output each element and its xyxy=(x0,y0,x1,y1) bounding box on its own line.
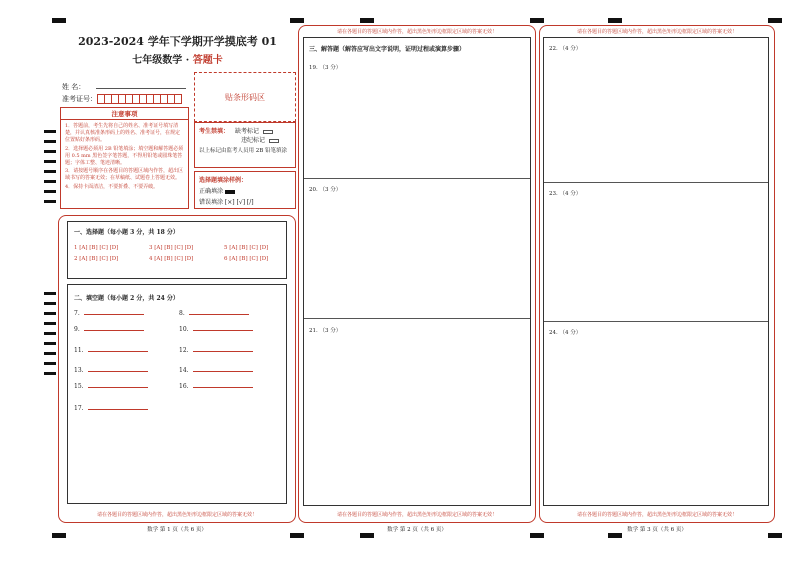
question-22-label: 22. （4 分） xyxy=(549,46,582,52)
fill-blank-13[interactable]: 13. xyxy=(74,367,148,374)
warning-page2-bottom: 请在各题目的答题区域内作答，超出黑色矩形边框限定区域的答案无效！ xyxy=(336,512,497,518)
fill-section xyxy=(67,284,287,504)
position-mark xyxy=(360,533,374,538)
position-mark xyxy=(768,18,782,23)
exam-id-field[interactable]: 准考证号： xyxy=(62,94,181,104)
exam-title: 2023-2024 学年下学期开学摸底考 01 xyxy=(78,35,277,48)
position-mark xyxy=(360,18,374,23)
fill-blank-16[interactable]: 16. xyxy=(179,383,253,390)
absent-mark-box[interactable] xyxy=(263,130,273,134)
position-mark xyxy=(290,533,304,538)
page-footer-3: 数学 第 3 页（共 6 页） xyxy=(627,527,687,533)
section2-title: 二、填空题（每小题 2 分，共 24 分） xyxy=(74,295,179,302)
notice-item: 3．请按题号顺序在各题目的答题区域内作答，超出区域书写的答案无效；在草稿纸、试题卷上答题无效。 xyxy=(65,168,184,182)
position-mark xyxy=(52,18,66,23)
page-footer-1: 数学 第 1 页（共 6 页） xyxy=(147,527,207,533)
question-20-label: 20. （3 分） xyxy=(309,187,342,193)
fill-blank-9[interactable]: 9. xyxy=(74,326,144,333)
choice-q6[interactable]: 6 [A] [B] [C] [D] xyxy=(224,256,269,262)
fill-example-box: 选择题填涂样例： 正确填涂 错误填涂 [×] [√] [/] xyxy=(194,171,296,209)
notice-item: 1．答题前，考生先将自己的姓名、准考证号填写清楚，并认真核准条形码上的姓名、准考证号，在规定位置贴好条形码。 xyxy=(65,123,181,144)
position-mark xyxy=(530,533,544,538)
fill-blank-15[interactable]: 15. xyxy=(74,383,148,390)
notice-item: 2．选择题必须用 2B 铅笔填涂；填空题和解答题必须用 0.5 mm 黑色签字笔答题，不得用铅笔或圆珠笔答题；字体工整、笔迹清晰。 xyxy=(65,145,184,167)
section1-title: 一、选择题（每小题 3 分，共 18 分） xyxy=(74,229,179,236)
warning-page3-bottom: 请在各题目的答题区域内作答，超出黑色矩形边框限定区域的答案无效！ xyxy=(576,512,737,518)
warning-page3-top: 请在各题目的答题区域内作答，超出黑色矩形边框限定区域的答案无效！ xyxy=(576,29,737,35)
question-21-label: 21. （3 分） xyxy=(309,328,342,334)
notice-item: 4．保持卡面清洁，不要折叠、不要弄破。 xyxy=(65,183,159,190)
choice-q1[interactable]: 1 [A] [B] [C] [D] xyxy=(74,245,119,251)
question-19-label: 19. （3 分） xyxy=(309,65,342,71)
choice-q3[interactable]: 3 [A] [B] [C] [D] xyxy=(149,245,194,251)
position-mark xyxy=(530,18,544,23)
warning-page1: 请在各题目的答题区域内作答，超出黑色矩形边框限定区域的答案无效！ xyxy=(96,512,257,518)
position-mark xyxy=(52,533,66,538)
essay-area-page3 xyxy=(543,37,769,506)
warning-page2-top: 请在各题目的答题区域内作答，超出黑色矩形边框限定区域的答案无效！ xyxy=(336,29,497,35)
question-23-label: 23. （4 分） xyxy=(549,191,582,197)
choice-q4[interactable]: 4 [A] [B] [C] [D] xyxy=(149,256,194,262)
barcode-area: 贴条形码区 xyxy=(194,72,296,122)
exam-subtitle: 七年级数学 · 答题卡 xyxy=(132,55,223,66)
position-mark xyxy=(608,18,622,23)
name-field[interactable] xyxy=(96,88,186,89)
violation-mark-box[interactable] xyxy=(269,139,279,143)
fill-blank-10[interactable]: 10. xyxy=(179,326,253,333)
fill-blank-17[interactable]: 17. xyxy=(74,405,148,412)
notice-box xyxy=(60,107,189,209)
notice-title: 注意事项 xyxy=(61,108,188,120)
section3-title: 三、解答题（解答应写出文字说明，证明过程或演算步骤） xyxy=(309,46,466,53)
page-footer-2: 数学 第 2 页（共 6 页） xyxy=(387,527,447,533)
name-label: 姓 名： xyxy=(62,83,86,91)
status-box: 考生禁填： 缺考标记 违纪标记 以上标记由监考人员用 2B 铅笔填涂 xyxy=(194,122,296,168)
fill-blank-12[interactable]: 12. xyxy=(179,347,253,354)
position-mark xyxy=(768,533,782,538)
fill-blank-14[interactable]: 14. xyxy=(179,367,253,374)
position-mark xyxy=(608,533,622,538)
question-24-label: 24. （4 分） xyxy=(549,330,582,336)
position-mark xyxy=(290,18,304,23)
fill-blank-11[interactable]: 11. xyxy=(74,347,148,354)
fill-blank-8[interactable]: 8. xyxy=(179,310,249,317)
fill-blank-7[interactable]: 7. xyxy=(74,310,144,317)
choice-q5[interactable]: 5 [A] [B] [C] [D] xyxy=(224,245,269,251)
choice-section xyxy=(67,221,287,279)
essay-area-page2 xyxy=(303,37,531,506)
choice-q2[interactable]: 2 [A] [B] [C] [D] xyxy=(74,256,119,262)
